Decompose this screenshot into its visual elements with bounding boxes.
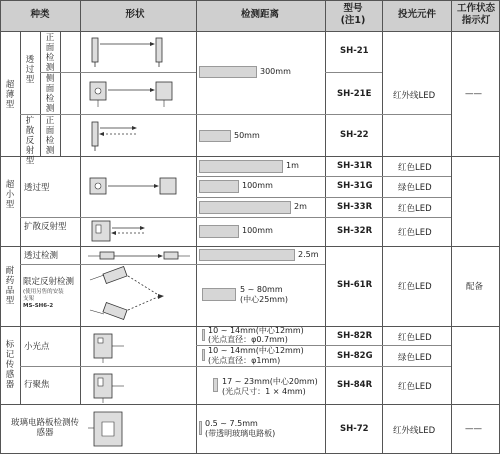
col-sep: [80, 156, 81, 246]
header-category: 种类: [30, 9, 50, 20]
row-sep: [20, 264, 325, 265]
subtype-side-detect: 侧面检测: [45, 74, 55, 114]
model-sh84r: SH-84R: [337, 380, 373, 390]
distance-bar-sh82g: [202, 349, 205, 361]
model-sh82r: SH-82R: [337, 331, 373, 341]
distance-sh31r: 1m: [286, 161, 299, 170]
model-sh31g: SH-31G: [337, 181, 373, 191]
model-sh22: SH-22: [340, 130, 369, 140]
distance-bar-sh31r: [199, 160, 283, 173]
distance-bar-sh84r: [213, 378, 218, 392]
subtype-line-focus: 行聚焦: [24, 380, 50, 390]
distance-sh21: 300mm: [260, 67, 291, 76]
distance-sh33r: 2m: [294, 202, 307, 211]
col-sep: [451, 0, 452, 454]
row-sep: [196, 176, 451, 177]
category-marker: 标记传感器: [5, 340, 15, 390]
header-model-note: (注1): [340, 15, 366, 26]
distance-bar-sh32r: [199, 225, 239, 238]
subtype-diffuse-reflect: 扩散反射型: [25, 116, 35, 166]
indicator-glass: ——: [465, 424, 482, 434]
border-left: [0, 0, 1, 454]
subtype-chem-limited: 限定反射检测: [23, 277, 75, 287]
header-indicator: 工作状态: [456, 3, 495, 14]
col-sep: [382, 0, 383, 454]
cat-sep: [40, 31, 41, 156]
subtype-chem-limited-note: (使用另售的安装: [23, 289, 64, 295]
emitter-sh82g: 绿色LED: [398, 353, 432, 363]
row-sep: [196, 114, 382, 115]
row-sep: [325, 72, 382, 73]
emitter-sh72: 红外线LED: [393, 426, 436, 436]
border-top: [0, 0, 500, 1]
sensor-sh32r-icon: [84, 219, 192, 245]
sensor-sh21e-icon: [84, 76, 192, 110]
col-sep: [80, 246, 81, 326]
indicator-ultra-thin: ——: [465, 89, 482, 99]
distance-sh72-1: 0.5 ~ 7.5mm: [205, 419, 258, 428]
distance-bar-chem-through: [199, 249, 295, 261]
emitter-sh84r: 红色LED: [398, 382, 432, 392]
emitter-sh33r: 红色LED: [398, 204, 432, 214]
header-indicator-2: 指示灯: [461, 15, 491, 26]
category-ultra-small: 超小型: [5, 180, 15, 210]
model-sh31r: SH-31R: [337, 161, 373, 171]
distance-sh84r-2: (光点尺寸：1 × 4mm): [222, 387, 306, 396]
emitter-sh82r: 红色LED: [398, 333, 432, 343]
row-sep: [382, 114, 451, 115]
distance-bar-sh82r: [202, 329, 205, 341]
distance-sh82r-1: 10 ~ 14mm(中心12mm): [208, 326, 304, 335]
header-model: 型号: [343, 3, 363, 14]
col-sep: [325, 0, 326, 454]
indicator-mid: 配备: [466, 282, 484, 292]
subtype-chem-limited-model: MS-SH6-2: [23, 303, 54, 309]
model-sh21: SH-21: [340, 46, 369, 56]
emitter-sh31r: 红色LED: [398, 163, 432, 173]
distance-chem-through: 2.5m: [298, 250, 319, 259]
category-glass: 玻璃电路板检测传感器: [10, 418, 79, 438]
section-sep: [0, 156, 500, 157]
row-sep: [80, 114, 196, 115]
header-bottom: [0, 31, 500, 32]
distance-sh32r: 100mm: [242, 226, 273, 235]
sensor-sh72-icon: [84, 406, 192, 452]
model-sh32r: SH-32R: [337, 226, 373, 236]
model-sh33r: SH-33R: [337, 202, 373, 212]
distance-bar-sh21: [199, 66, 257, 78]
category-ultra-thin: 超薄型: [5, 80, 15, 110]
col-sep: [80, 0, 81, 31]
model-sh21e: SH-21E: [337, 89, 372, 99]
distance-sh84r-1: 17 ~ 23mm(中心20mm): [222, 377, 318, 386]
subtype-st-through: 透过型: [24, 183, 50, 193]
subtype-st-diffuse-1: 扩散反射型: [24, 222, 67, 232]
distance-sh72-2: (带透明玻璃电路板): [205, 429, 276, 438]
category-chemical: 耐药品型: [5, 266, 15, 306]
emitter-ultra-thin: 红外线LED: [393, 91, 436, 101]
sensor-sh82-icon: [84, 328, 192, 364]
distance-bar-sh31g: [199, 180, 239, 193]
distance-bar-sh61r: [202, 288, 236, 301]
col-sep: [80, 31, 81, 156]
header-distance: 检测距离: [240, 9, 279, 20]
section-sep: [0, 246, 500, 247]
subtype-front-detect-2: 正面检测: [45, 116, 55, 156]
sensor-sh21-icon: [84, 34, 192, 68]
sensor-sh84r-icon: [84, 368, 192, 404]
emitter-sh61r: 红色LED: [398, 282, 432, 292]
row-sep: [20, 114, 82, 115]
subtype-front-detect: 正面检测: [45, 33, 55, 73]
header-emitter: 投光元件: [397, 9, 436, 20]
subtype-small-spot: 小光点: [24, 342, 50, 352]
col-sep: [196, 0, 197, 454]
model-sh82g: SH-82G: [337, 351, 373, 361]
emitter-sh31g: 绿色LED: [398, 183, 432, 193]
distance-sh61r-1: 5 ~ 80mm: [240, 285, 283, 294]
row-sep: [20, 217, 451, 218]
distance-sh22: 50mm: [234, 131, 260, 140]
row-sep: [80, 72, 196, 73]
row-sep: [20, 366, 451, 367]
model-sh72: SH-72: [340, 424, 369, 434]
distance-bar-sh33r: [199, 201, 291, 214]
distance-sh61r-2: (中心25mm): [240, 295, 289, 304]
subtype-through: 透过型: [25, 55, 35, 85]
distance-sh82g-2: (光点直径：φ1mm): [208, 356, 281, 365]
distance-sh82g-1: 10 ~ 14mm(中心12mm): [208, 346, 304, 355]
distance-bar-sh72: [199, 421, 202, 435]
distance-bar-sh22: [199, 130, 231, 142]
sensor-sh61r-icon: [84, 266, 194, 324]
section-sep: [0, 404, 500, 405]
model-sh61r: SH-61R: [337, 280, 373, 290]
subtype-chem-through: 透过检测: [24, 251, 59, 261]
row-sep: [196, 197, 451, 198]
col-sep: [80, 326, 81, 404]
sensor-sh31-icon: [84, 168, 192, 208]
distance-sh31g: 100mm: [242, 181, 273, 190]
cat-sep: [60, 31, 61, 156]
sensor-chem-through-icon: [84, 248, 194, 264]
sensor-sh22-icon: [84, 118, 192, 152]
header-shape: 形状: [125, 9, 145, 20]
emitter-sh32r: 红色LED: [398, 228, 432, 238]
subtype-chem-limited-note2: 支架: [23, 296, 35, 302]
distance-sh82r-2: (光点直径：φ0.7mm): [208, 335, 288, 344]
